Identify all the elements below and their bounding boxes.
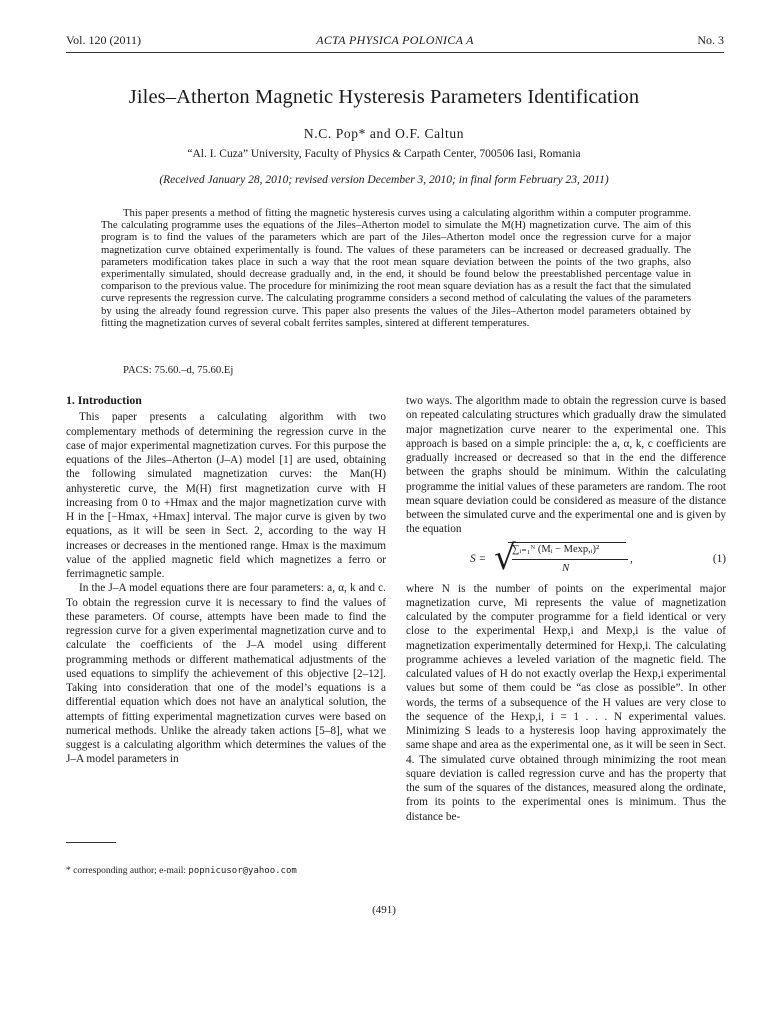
equation-denominator: N — [562, 561, 570, 574]
right-column — [406, 394, 726, 824]
left-column — [66, 393, 386, 767]
authors: N.C. Pop* and O.F. Caltun — [303, 126, 465, 141]
abstract: This paper presents a method of fitting the magnetic hysteresis curves using a calculating algorithm within a computer programme. The calculating programme uses the equations of the Jiles–Atherton model to simulate the M(H) magnetization curve. The aim of this program is to find the values of the parameters which are part of the Jiles–Atherton model once the regression curve for a major magnetization curve obtained experimentally is found. The values of these parameters can be increased or decreased gradually. The parameters modification takes place in such a way that the root mean square deviation between the points of the two graphs, also experimentally simulated, should decrease gradually and, in the end, it should be found below the preestablished percentage value in comparison to the previous value. The procedure for minimizing the root mean square deviation has as a result the fact that the simulated curve represents the regression curve. The calculating programme considers a second method of calculating the values of the parameters by using the already found regression curve. This paper also presents the values of the Jiles–Atherton model parameters obtained by fitting the magnetization curves of several cobalt ferrites samples, sintered at different temperatures. — [101, 207, 691, 329]
footnote-email[interactable]: popnicusor@yahoo.com — [188, 866, 297, 876]
intro-paragraph-3: two ways. The algorithm made to obtain the regression curve is based on repeated calculating structures which gradually draw the simulated major magnetization curve nearer to the experimental one. This approach is based on a simple principle: the a, α, k, c coefficients are gradually increased or decreased so that in the end the difference between the graphs should be minimum. Within the calculating programme the initial values of these parameters are random. The root mean square deviation could be considered as measure of the distance between the simulated curve and the experimental one and is given by the equation — [406, 395, 726, 536]
page-number: (491) — [372, 904, 396, 916]
equation-number: (1) — [712, 552, 726, 565]
intro-paragraph-1: This paper presents a calculating algorithm with two complementary methods of determining the regression curve in the case of major experimental magnetization curves. For this purpose the equations of the Jiles–Atherton (J–A) model [1] are used, obtaining the following simulated magnetization curves: the Man(H) anhysteretic curve, the M(H) first magnetization curve with H increasing from 0 to +Hmax and the major magnetization curve with H in the [−Hmax, +Hmax] interval. The major curve is given by two equations, as it will be seen in Sect. 2, according to the way H increases or decreases in the mentioned range. Hmax is the maximum value of the applied magnetic field which magnetizes a ferro or ferrimagnetic sample. — [66, 411, 386, 580]
footnote-rule — [66, 842, 116, 843]
footnote — [66, 866, 297, 876]
equation-numerator: ∑ᵢ₌₁ᴺ (Mᵢ − Mexp,ᵢ)² — [512, 543, 600, 555]
section-heading: 1. Introduction — [66, 393, 142, 407]
intro-paragraph-2: In the J–A model equations there are four parameters: a, α, k and c. To obtain the regression curve it is necessary to find the values of these parameters. Of course, attempts have been made to find the regression curve for a given experimental magnetization curve and to calculate the coefficients of the J–A model using different programming methods or different mathematical adjustments of the used equations to simplify the achievement of this objective [2–12]. Taking into consideration that one of the model’s equations is a differential equation which does not have an analytical solution, the attempts of fitting experimental magnetization curves were based on numerical methods. Unlike the already taken actions [5–8], what we suggest is a calculating algorithm which determines the values of the J–A model parameters in — [66, 582, 386, 766]
paper-title: Jiles–Atherton Magnetic Hysteresis Parameters Identification — [128, 86, 640, 108]
issue-number: No. 3 — [697, 33, 724, 47]
header-rule — [66, 52, 724, 53]
sqrt-sign: √ — [494, 537, 516, 578]
affiliation: “Al. I. Cuza” University, Faculty of Physics & Carpath Center, 700506 Iasi, Romania — [187, 148, 581, 160]
pacs-codes: PACS: 75.60.–d, 75.60.Ej — [123, 364, 234, 376]
received-dates: (Received January 28, 2010; revised version December 3, 2010; in final form February 23, 2011) — [159, 174, 609, 186]
equation-1 — [406, 537, 726, 579]
footnote-text: * corresponding author; e-mail: — [66, 866, 189, 876]
equation-lhs: S = — [470, 552, 487, 565]
running-header — [66, 33, 724, 49]
journal-name: ACTA PHYSICA POLONICA A — [316, 33, 474, 47]
volume-label: Vol. 120 (2011) — [66, 33, 141, 47]
equation-comma: , — [630, 552, 633, 565]
fraction-bar — [512, 559, 628, 560]
intro-paragraph-4: where N is the number of points on the experimental major magnetization curve, Mi represents the value of magnetization calculated by the computer programme for a field identical or very close to the experimental Hexp,i and Mexp,i is the value of magnetization experimentally determined for Hexp,i. The calculating programme achieves a leveled variation of the magnetic field. The calculated values of H do not exactly overlap the Hexp,i experimental values but some of them could be “as close as possible”. In other words, the terms of a subsequence of the H values are very close to the sequence of the Hexp,i, i = 1 . . . N experimental values. Minimizing S leads to a hysteresis loop having approximately the same shape and area as the experimental one, as it will be seen in Sect. 4. The simulated curve obtained through minimizing the root mean square deviation is called regression curve and has the property that the sum of the squares of the distances, measured along the ordinate, from its points to the experimental ones is minimum. Thus the distance be- — [406, 582, 726, 823]
